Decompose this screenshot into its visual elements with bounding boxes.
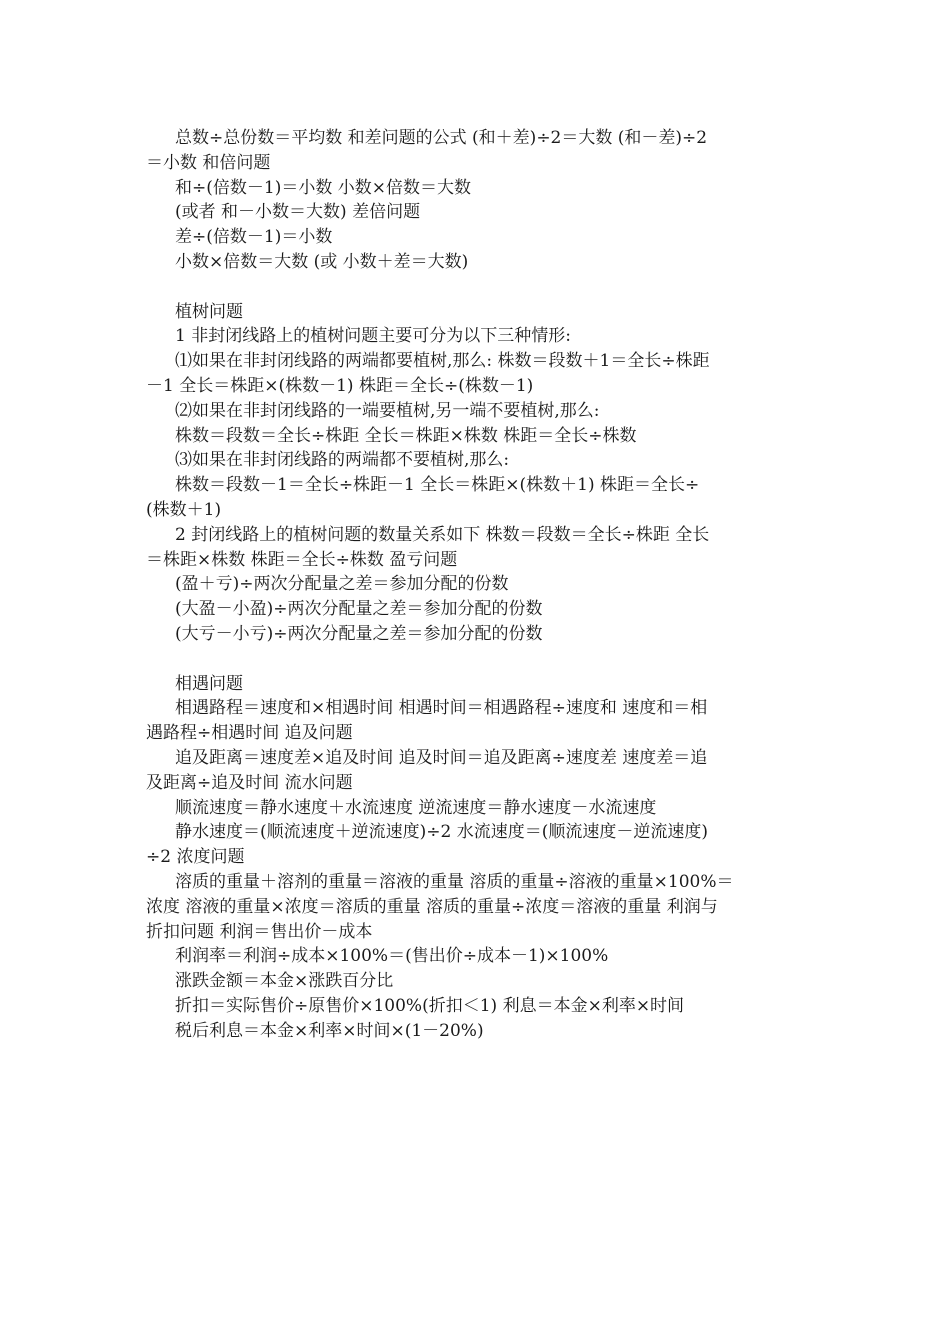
text-line: (盈＋亏)÷两次分配量之差＝参加分配的份数 [175,574,509,595]
text-line: 2 封闭线路上的植树问题的数量关系如下 株数＝段数＝全长÷株距 全长 [175,524,710,545]
text-line: 浓度 溶液的重量×浓度＝溶质的重量 溶质的重量÷浓度＝溶液的重量 利润与 [146,896,718,917]
section-title-meeting: 相遇问题 [175,673,243,694]
text-line: (株数＋1) [146,499,222,520]
text-line: 株数＝段数－1＝全长÷株距－1 全长＝株距×(株数＋1) 株距＝全长÷ [175,475,700,496]
text-line: (大亏－小亏)÷两次分配量之差＝参加分配的份数 [175,623,543,644]
text-line: 税后利息＝本金×利率×时间×(1－20%) [175,1020,484,1041]
text-line: ⑵如果在非封闭线路的一端要植树,另一端不要植树,那么: [175,400,600,421]
text-line: 静水速度＝(顺流速度＋逆流速度)÷2 水流速度＝(顺流速度－逆流速度) [175,822,708,843]
text-line: 1 非封闭线路上的植树问题主要可分为以下三种情形: [175,326,571,347]
text-line: ⑶如果在非封闭线路的两端都不要植树,那么: [175,450,510,471]
text-line: 追及距离＝速度差×追及时间 追及时间＝追及距离÷速度差 速度差＝追 [175,747,708,768]
text-line: ＝株距×株数 株距＝全长÷株数 盈亏问题 [146,549,458,570]
paragraph-spacer [146,275,808,300]
text-line: 利润率＝利润÷成本×100%＝(售出价÷成本－1)×100% [175,946,609,967]
text-line: 溶质的重量＋溶剂的重量＝溶液的重量 溶质的重量÷溶液的重量×100%＝ [175,871,734,892]
text-line: ＝小数 和倍问题 [146,152,271,173]
text-line: 遇路程÷相遇时间 追及问题 [146,723,353,744]
text-line: 涨跌金额＝本金×涨跌百分比 [175,971,394,992]
text-line: 折扣问题 利润＝售出价－成本 [146,921,373,942]
text-line: －1 全长＝株距×(株数－1) 株距＝全长÷(株数－1) [146,375,534,396]
paragraph-spacer [146,647,808,672]
text-line: 相遇路程＝速度和×相遇时间 相遇时间＝相遇路程÷速度和 速度和＝相 [175,698,708,719]
text-line: 总数÷总份数＝平均数 和差问题的公式 (和＋差)÷2＝大数 (和－差)÷2 [175,128,708,148]
document-page [146,126,808,1043]
text-line: ⑴如果在非封闭线路的两端都要植树,那么: 株数＝段数＋1＝全长÷株距 [175,351,710,372]
text-line: 和÷(倍数－1)＝小数 小数×倍数＝大数 [175,177,471,198]
text-line: 顺流速度＝静水速度＋水流速度 逆流速度＝静水速度－水流速度 [175,797,657,818]
text-line: 折扣＝实际售价÷原售价×100%(折扣＜1) 利息＝本金×利率×时间 [175,995,685,1016]
text-line: 小数×倍数＝大数 (或 小数＋差＝大数) [175,251,469,272]
text-line: ÷2 浓度问题 [146,847,245,868]
section-title-trees: 植树问题 [175,301,243,322]
text-line: (大盈－小盈)÷两次分配量之差＝参加分配的份数 [175,599,543,620]
text-line: 差÷(倍数－1)＝小数 [175,227,333,248]
text-line: 及距离÷追及时间 流水问题 [146,772,353,793]
text-line: 株数＝段数＝全长÷株距 全长＝株距×株数 株距＝全长÷株数 [175,425,637,446]
text-line: (或者 和－小数＝大数) 差倍问题 [175,202,421,223]
